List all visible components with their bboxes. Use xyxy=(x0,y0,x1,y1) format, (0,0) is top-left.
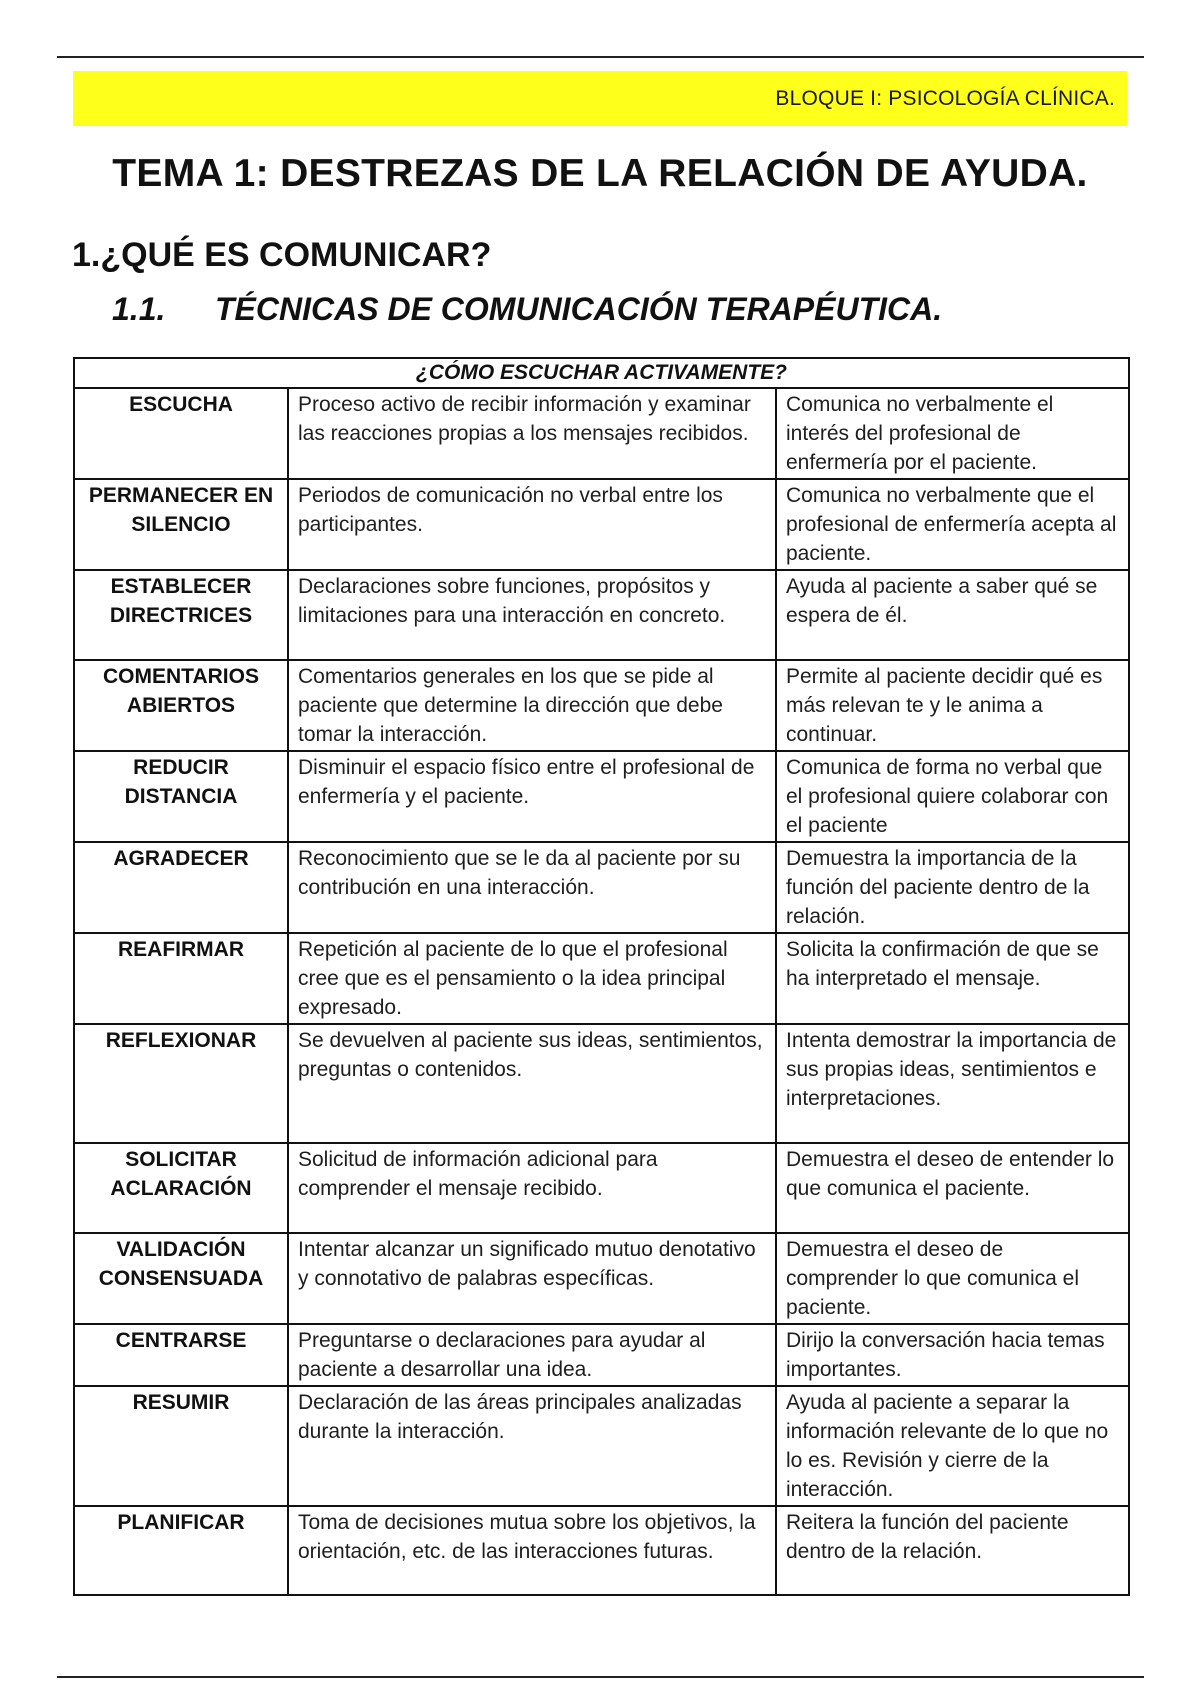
technique-purpose: Demuestra el deseo de comprender lo que comunica el paciente. xyxy=(776,1233,1129,1324)
technique-term: COMENTARIOS ABIERTOS xyxy=(74,660,288,751)
subsection-heading xyxy=(112,291,942,328)
technique-description: Declaración de las áreas principales analizadas durante la interacción. xyxy=(288,1386,776,1506)
table-row xyxy=(74,1143,1129,1233)
technique-description: Se devuelven al paciente sus ideas, sentimientos, preguntas o contenidos. xyxy=(288,1024,776,1143)
block-label: BLOQUE I: PSICOLOGÍA CLÍNICA. xyxy=(775,86,1115,110)
technique-term: RESUMIR xyxy=(74,1386,288,1506)
table-row xyxy=(74,388,1129,479)
technique-description: Preguntarse o declaraciones para ayudar al paciente a desarrollar una idea. xyxy=(288,1324,776,1386)
technique-term: CENTRARSE xyxy=(74,1324,288,1386)
technique-term: REDUCIR DISTANCIA xyxy=(74,751,288,842)
technique-description: Comentarios generales en los que se pide al paciente que determine la dirección que debe tomar la interacción. xyxy=(288,660,776,751)
technique-description: Intentar alcanzar un significado mutuo denotativo y connotativo de palabras específicas. xyxy=(288,1233,776,1324)
page-title: TEMA 1: DESTREZAS DE LA RELACIÓN DE AYUDA. xyxy=(112,152,1088,195)
table-caption: ¿CÓMO ESCUCHAR ACTIVAMENTE? xyxy=(74,358,1129,388)
table-row xyxy=(74,751,1129,842)
technique-description: Toma de decisiones mutua sobre los objetivos, la orientación, etc. de las interacciones futuras. xyxy=(288,1506,776,1595)
table-row xyxy=(74,842,1129,933)
table-row xyxy=(74,570,1129,660)
technique-purpose: Solicita la confirmación de que se ha interpretado el mensaje. xyxy=(776,933,1129,1024)
technique-term: VALIDACIÓN CONSENSUADA xyxy=(74,1233,288,1324)
technique-term: SOLICITAR ACLARACIÓN xyxy=(74,1143,288,1233)
technique-term: REFLEXIONAR xyxy=(74,1024,288,1143)
technique-term: AGRADECER xyxy=(74,842,288,933)
technique-purpose: Comunica no verbalmente que el profesional de enfermería acepta al paciente. xyxy=(776,479,1129,570)
table-row xyxy=(74,1506,1129,1595)
technique-purpose: Ayuda al paciente a saber qué se espera de él. xyxy=(776,570,1129,660)
top-rule xyxy=(57,56,1144,58)
technique-purpose: Comunica no verbalmente el interés del profesional de enfermería por el paciente. xyxy=(776,388,1129,479)
technique-purpose: Demuestra el deseo de entender lo que comunica el paciente. xyxy=(776,1143,1129,1233)
block-header xyxy=(73,71,1127,126)
technique-description: Periodos de comunicación no verbal entre los participantes. xyxy=(288,479,776,570)
technique-term: PERMANECER EN SILENCIO xyxy=(74,479,288,570)
technique-purpose: Permite al paciente decidir qué es más relevan te y le anima a continuar. xyxy=(776,660,1129,751)
table-row xyxy=(74,660,1129,751)
technique-description: Disminuir el espacio físico entre el profesional de enfermería y el paciente. xyxy=(288,751,776,842)
technique-purpose: Comunica de forma no verbal que el profesional quiere colaborar con el paciente xyxy=(776,751,1129,842)
technique-purpose: Ayuda al paciente a separar la información relevante de lo que no lo es. Revisión y cierre de la interacción. xyxy=(776,1386,1129,1506)
technique-purpose: Reitera la función del paciente dentro de la relación. xyxy=(776,1506,1129,1595)
table-row xyxy=(74,479,1129,570)
technique-purpose: Demuestra la importancia de la función del paciente dentro de la relación. xyxy=(776,842,1129,933)
technique-purpose: Dirijo la conversación hacia temas importantes. xyxy=(776,1324,1129,1386)
table-row xyxy=(74,1324,1129,1386)
technique-purpose: Intenta demostrar la importancia de sus propias ideas, sentimientos e interpretaciones. xyxy=(776,1024,1129,1143)
table-row xyxy=(74,1024,1129,1143)
technique-term: REAFIRMAR xyxy=(74,933,288,1024)
bottom-rule xyxy=(57,1676,1144,1678)
techniques-table xyxy=(73,357,1130,1596)
technique-term: PLANIFICAR xyxy=(74,1506,288,1595)
technique-description: Declaraciones sobre funciones, propósitos y limitaciones para una interacción en concreto. xyxy=(288,570,776,660)
technique-description: Reconocimiento que se le da al paciente por su contribución en una interacción. xyxy=(288,842,776,933)
technique-description: Repetición al paciente de lo que el profesional cree que es el pensamiento o la idea principal expresado. xyxy=(288,933,776,1024)
table-caption-row xyxy=(74,358,1129,388)
technique-description: Solicitud de información adicional para comprender el mensaje recibido. xyxy=(288,1143,776,1233)
table-row xyxy=(74,1386,1129,1506)
technique-term: ESTABLECER DIRECTRICES xyxy=(74,570,288,660)
section-heading: 1.¿QUÉ ES COMUNICAR? xyxy=(72,236,492,274)
subsection-number: 1.1. xyxy=(112,291,166,327)
table-row xyxy=(74,1233,1129,1324)
technique-description: Proceso activo de recibir información y examinar las reacciones propias a los mensajes recibidos. xyxy=(288,388,776,479)
table-row xyxy=(74,933,1129,1024)
subsection-label: TÉCNICAS DE COMUNICACIÓN TERAPÉUTICA. xyxy=(215,291,943,327)
technique-term: ESCUCHA xyxy=(74,388,288,479)
